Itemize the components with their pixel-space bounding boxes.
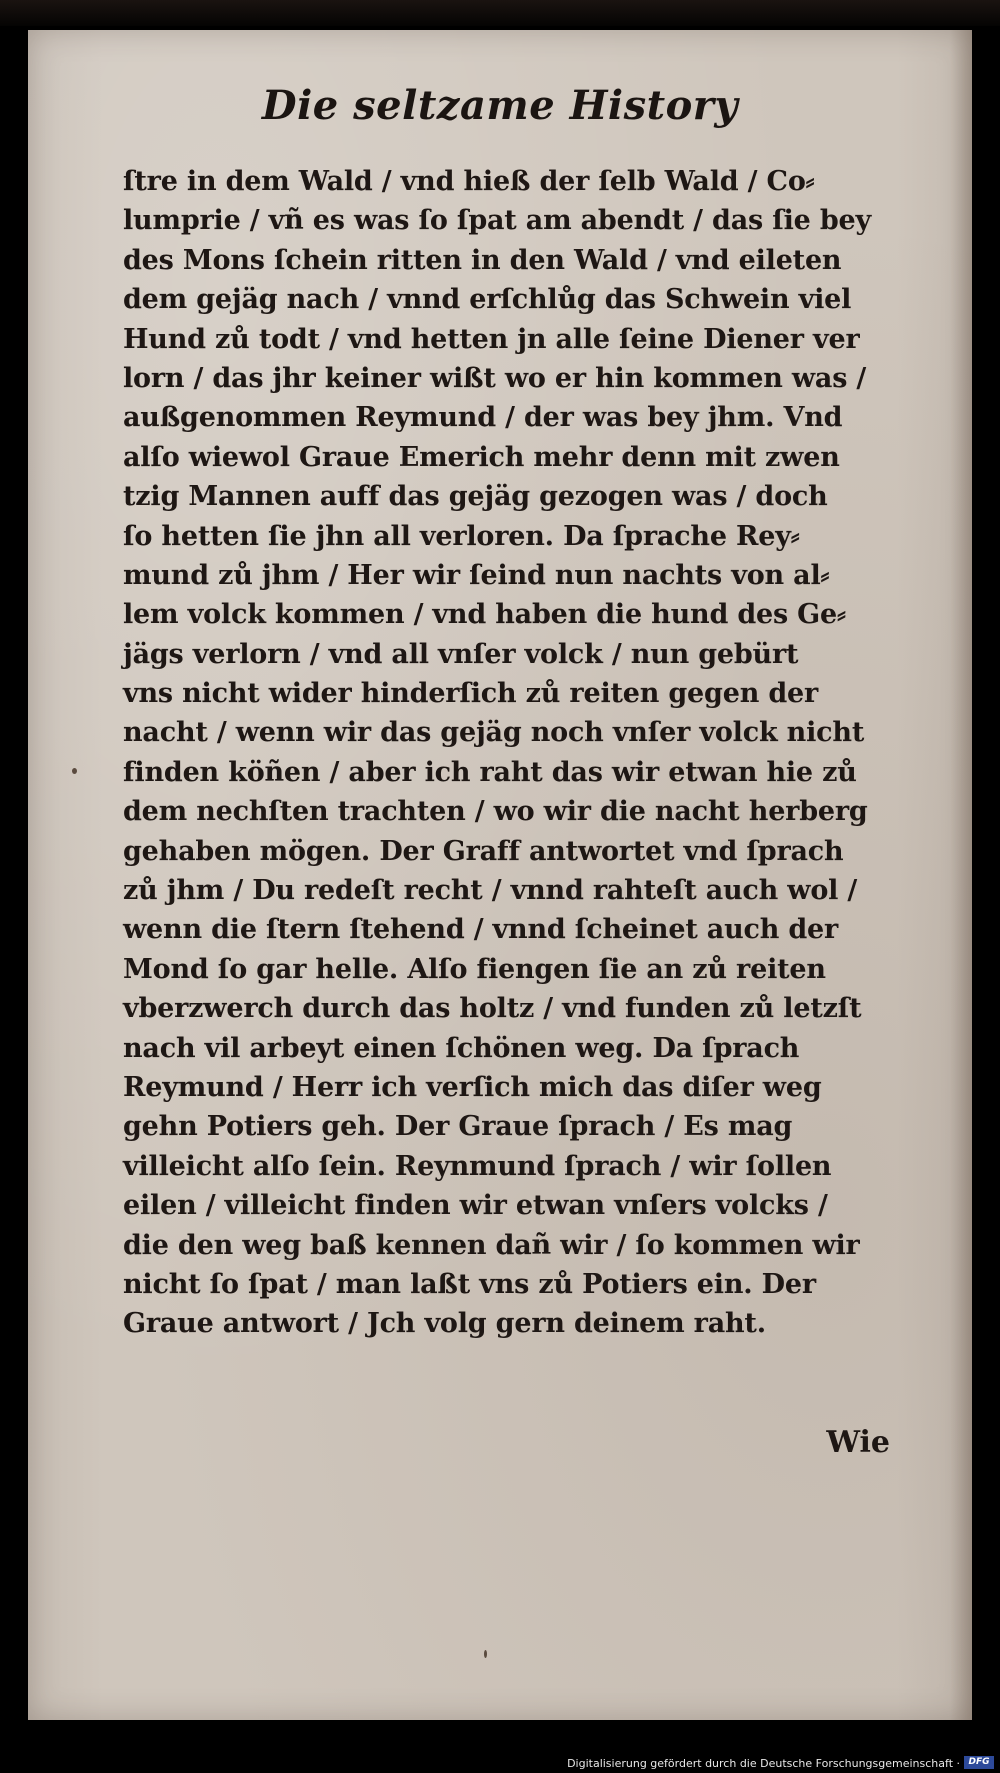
ink-speck (72, 768, 77, 774)
text-line: dem gejäg nach / vnnd erſchlůg das Schwein viel (123, 284, 852, 316)
text-line: die den weg baß kennen dañ wir / ſo kommen wir (123, 1229, 860, 1261)
text-line: ſtre in dem Wald / vnd hieß der ſelb Wald / Co⸗ (123, 166, 815, 197)
text-line: zů jhm / Du redeſt recht / vnnd rahteſt auch wol / (123, 875, 858, 907)
text-line: wenn die ſtern ſtehend / vnnd ſcheinet auch der (123, 914, 839, 946)
digitization-credit: Digitalisierung gefördert durch die Deutsche Forschungsgemeinschaft · (567, 1757, 960, 1770)
scan-top-edge (0, 0, 1000, 26)
catchword: Wie (826, 1425, 890, 1460)
text-line: mund zů jhm / Her wir ſeind nun nachts von al⸗ (123, 559, 830, 591)
dfg-logo: DFG (964, 1756, 994, 1769)
text-line: vberzwerch durch das holtz / vnd funden zů letzſt (123, 993, 862, 1025)
text-line: jägs verlorn / vnd all vnſer volck / nun gebürt (123, 638, 799, 670)
text-line: Reymund / Herr ich verſich mich das diſer weg (123, 1071, 822, 1103)
text-line: lem volck kommen / vnd haben die hund des Ge⸗ (123, 599, 846, 631)
book-page (28, 30, 972, 1720)
text-line: lorn / das jhr keiner wißt wo er hin kommen was / (123, 362, 867, 394)
ink-speck (484, 1650, 487, 1658)
text-line: ſo hetten ſie jhn all verloren. Da ſprache Rey⸗ (123, 520, 800, 552)
page-gutter-shadow (950, 30, 972, 1720)
text-line: tzig Mannen auff das gejäg gezogen was / doch (123, 481, 828, 513)
text-line: villeicht alſo ſein. Reynmund ſprach / wir ſollen (123, 1150, 832, 1182)
digitization-footer (0, 1751, 1000, 1773)
text-line: nacht / wenn wir das gejäg noch vnſer volck nicht (123, 717, 865, 749)
text-line: gehaben mögen. Der Graff antwortet vnd ſprach (123, 835, 844, 867)
text-line: dem nechſten trachten / wo wir die nacht herberg (123, 796, 868, 828)
body-text (123, 162, 953, 1344)
text-line: des Mons ſchein ritten in den Wald / vnd eileten (123, 244, 842, 276)
text-line: nicht ſo ſpat / man laßt vns zů Potiers ein. Der (123, 1268, 816, 1300)
text-line: Graue antwort / Jch volg gern deinem raht. (123, 1308, 766, 1340)
text-line: lumprie / vñ es was ſo ſpat am abendt / das ſie bey (123, 205, 872, 237)
text-line: außgenommen Reymund / der was bey jhm. Vnd (123, 402, 843, 434)
text-line: gehn Potiers geh. Der Graue ſprach / Es mag (123, 1111, 793, 1143)
text-line: vns nicht wider hinderſich zů reiten gegen der (123, 678, 819, 710)
text-line: Mond ſo gar helle. Alſo fiengen ſie an zů reiten (123, 953, 826, 985)
text-line: nach vil arbeyt einen ſchönen weg. Da ſprach (123, 1032, 800, 1064)
text-line: finden köñen / aber ich raht das wir etwan hie zů (123, 756, 857, 788)
text-line: Hund zů todt / vnd hetten jn alle ſeine Diener ver (123, 323, 860, 355)
running-head: Die seltzame History (261, 82, 739, 129)
text-line: eilen / villeicht finden wir etwan vnſers volcks / (123, 1190, 828, 1222)
text-line: alſo wiewol Graue Emerich mehr denn mit zwen (123, 441, 840, 473)
